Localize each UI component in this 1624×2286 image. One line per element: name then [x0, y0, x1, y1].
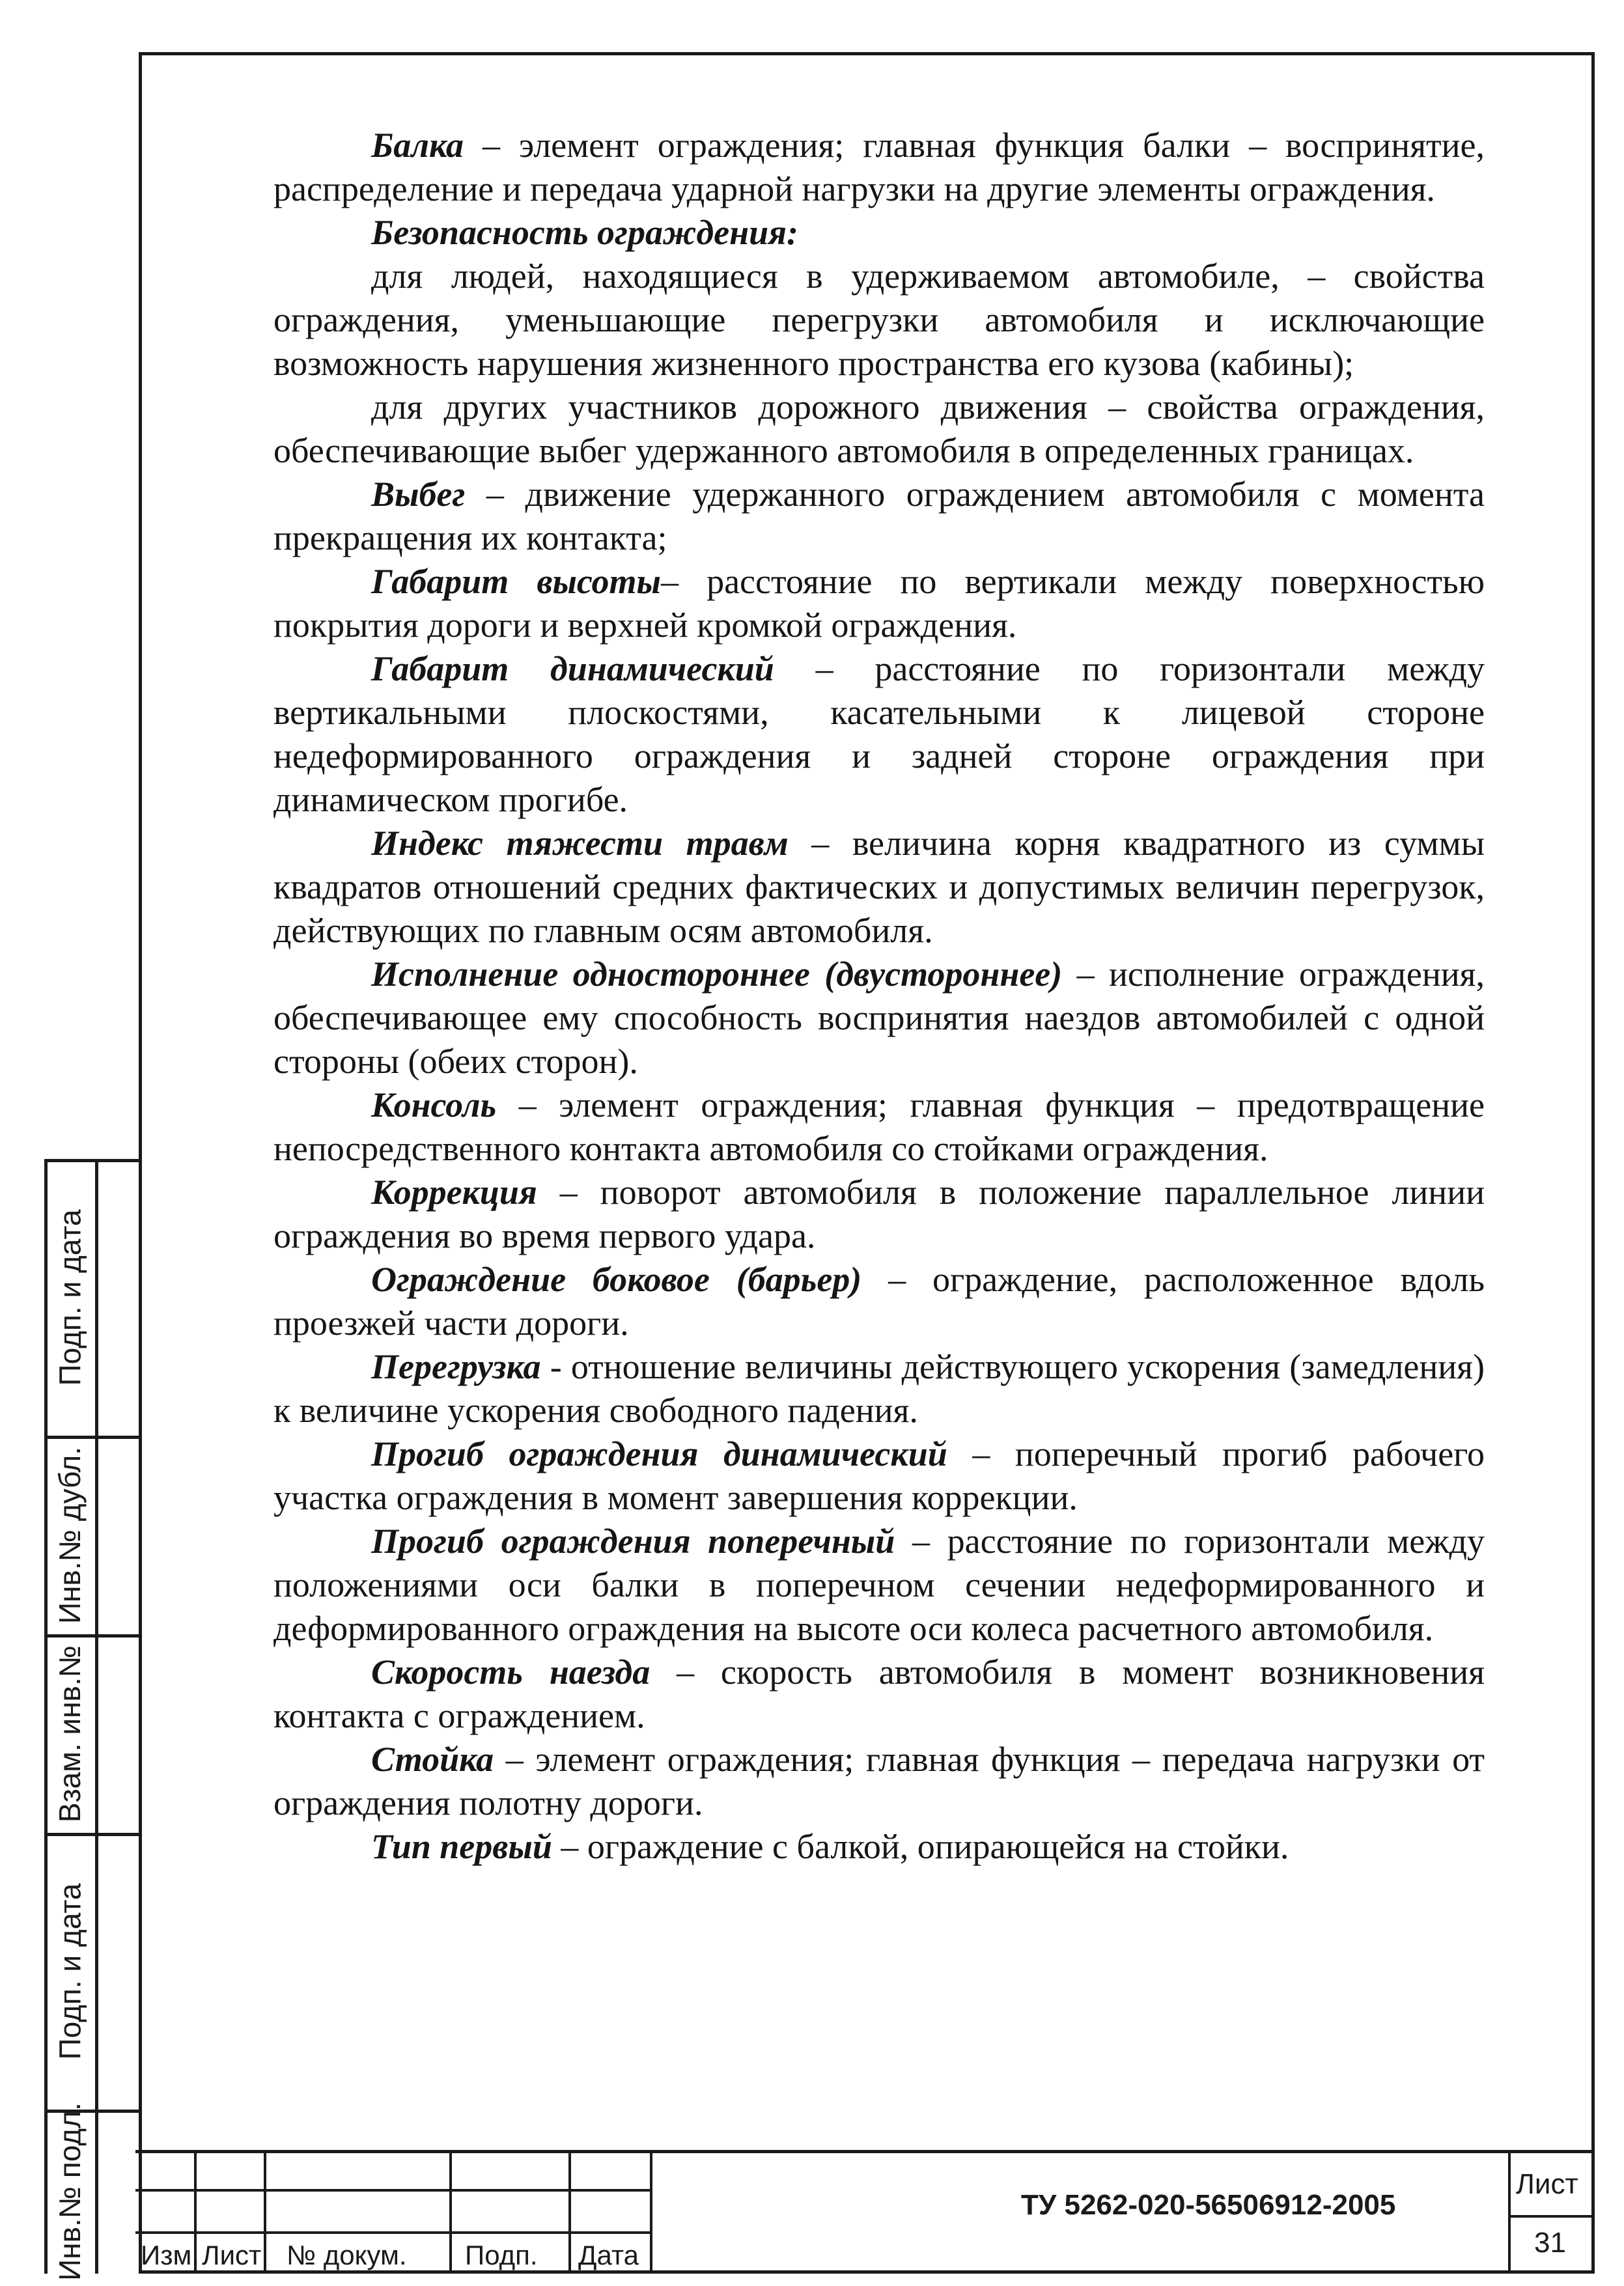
definition-text: – поворот автомобиля в положение параллельное линии ограждения во время первого удара. — [273, 1173, 1485, 1255]
side-cell-inv-orig — [44, 2102, 95, 2281]
definition-term: Безопасность ограждения: — [371, 213, 798, 252]
definition-term: Консоль — [371, 1085, 497, 1124]
definition-text: – величина корня квадратного из суммы квадратов отношений средних фактических и допустимых величин перегрузок, действующих по главным осям автомобиля. — [273, 824, 1485, 950]
definition-text: для людей, находящиеся в удерживаемом автомобиле, – свойства ограждения, уменьшающие перегрузки автомобиля и исключающие возможность нарушения жизненного пространства его кузова (кабины); — [273, 257, 1485, 383]
definition-text: – элемент ограждения; главная функция балки – воспринятие, распределение и передача ударной нагрузки на другие элементы ограждения. — [273, 126, 1485, 208]
definition-text: – элемент ограждения; главная функция – предотвращение непосредственного контакта автомобиля со стойками ограждения. — [273, 1085, 1485, 1168]
definition-text: – расстояние по вертикали между поверхностью покрытия дороги и верхней кромкой ограждения. — [273, 562, 1485, 645]
tb-line-col — [264, 2150, 266, 2274]
definition-text: – исполнение ограждения, обеспечивающее ему способность воспринятия наездов автомобилей с одной стороны (обеих сторон). — [273, 955, 1485, 1081]
tb-line-col — [449, 2150, 452, 2274]
definition-term: Исполнение одностороннее (двустороннее) — [371, 955, 1063, 994]
side-cell-inv-dup — [44, 1436, 95, 1634]
definition-paragraph — [273, 255, 1485, 385]
definition-term: Балка — [371, 126, 464, 165]
definition-text: – скорость автомобиля в момент возникновения контакта с ограждением. — [273, 1652, 1485, 1735]
definition-text: – ограждение с балкой, опирающейся на стойки. — [552, 1827, 1289, 1866]
definition-term: Скорость наезда — [371, 1652, 651, 1692]
definition-text: – поперечный прогиб рабочего участка ограждения в момент завершения коррекции. — [273, 1434, 1485, 1517]
definition-term: Индекс тяжести травм — [371, 824, 789, 863]
definition-text: – расстояние по горизонтали между вертикальными плоскостями, касательными к лицевой стороне недеформированного ограждения и задней стороне ограждения при динамическом прогибе. — [273, 649, 1485, 819]
definition-paragraph — [273, 124, 1485, 211]
tb-line-top — [135, 2150, 1595, 2153]
definition-term: Прогиб ограждения динамический — [371, 1434, 947, 1473]
definition-term: Габарит динамический — [371, 649, 774, 688]
definition-paragraph — [273, 1345, 1485, 1432]
side-cell-sign-date-top — [44, 1159, 95, 1436]
side-label-sign-date-bottom: Подп. и дата — [53, 1883, 87, 2059]
definition-paragraph — [273, 1432, 1485, 1520]
tb-label-sign: Подп. — [465, 2240, 538, 2270]
tb-line-col — [650, 2150, 652, 2274]
title-block — [135, 2150, 1595, 2274]
definition-term: Габарит высоты — [371, 562, 662, 601]
side-label-inv-orig: Инв.№ подл. — [53, 2102, 87, 2281]
definition-paragraph — [273, 953, 1485, 1083]
side-cell-vzam-inv — [44, 1634, 95, 1833]
tb-sheet-label: Лист — [1516, 2168, 1578, 2200]
definition-text: – движение удержанного ограждением автомобиля с момента прекращения их контакта; — [273, 475, 1485, 557]
definition-paragraph — [273, 647, 1485, 822]
side-label-vzam-inv: Взам. инв.№ — [53, 1645, 87, 1822]
definition-text: для других участников дорожного движения – свойства ограждения, обеспечивающие выбег удержанного автомобиля в определенных границах. — [273, 387, 1485, 470]
tb-label-doc: № докум. — [287, 2240, 407, 2270]
definition-term: Коррекция — [371, 1173, 537, 1212]
binding-strip — [0, 1159, 139, 2281]
tb-line-col — [1508, 2150, 1511, 2274]
definition-paragraph — [273, 560, 1485, 647]
definition-paragraph — [273, 1651, 1485, 1738]
definition-term: Тип первый — [371, 1827, 552, 1866]
definition-paragraph — [273, 822, 1485, 953]
definition-paragraph — [273, 1258, 1485, 1345]
tb-line-row1 — [135, 2189, 651, 2192]
definition-text: – расстояние по горизонтали между положениями оси балки в поперечном сечении недеформированного и деформированного ограждения на высоте оси колеса расчетного автомобиля. — [273, 1522, 1485, 1648]
definition-term: Прогиб ограждения поперечный — [371, 1522, 895, 1561]
definition-paragraph — [273, 1738, 1485, 1825]
definition-paragraph — [273, 1520, 1485, 1651]
side-label-sign-date-top: Подп. и дата — [53, 1209, 87, 1386]
definition-paragraph — [273, 1083, 1485, 1171]
document-body — [273, 124, 1485, 1869]
definition-paragraph — [273, 385, 1485, 473]
tb-label-izm: Изм. — [141, 2240, 199, 2270]
definition-paragraph — [273, 211, 1485, 255]
tb-label-list: Лист — [202, 2240, 262, 2270]
definition-term: Выбег — [371, 475, 466, 514]
tb-label-date: Дата — [578, 2240, 639, 2270]
tb-line-col — [568, 2150, 571, 2274]
strip-line-inner — [95, 1159, 98, 2274]
tb-line-sheet — [1508, 2215, 1595, 2218]
tb-line-row2 — [135, 2231, 651, 2234]
side-label-inv-dup: Инв.№ дубл. — [53, 1446, 87, 1624]
definition-text: - отношение величины действующего ускорения (замедления) к величине ускорения свободного падения. — [273, 1347, 1485, 1430]
tb-sheet-number: 31 — [1534, 2227, 1566, 2259]
definition-text: – элемент ограждения; главная функция – передача нагрузки от ограждения полотну дороги. — [273, 1740, 1485, 1822]
definition-paragraph — [273, 1171, 1485, 1258]
side-cell-sign-date-bottom — [44, 1833, 95, 2110]
definition-term: Ограждение боковое (барьер) — [371, 1260, 862, 1299]
document-code: ТУ 5262-020-56506912-2005 — [1021, 2189, 1396, 2221]
definition-term: Перегрузка — [371, 1347, 541, 1386]
definition-term: Стойка — [371, 1740, 494, 1779]
definition-paragraph — [273, 1825, 1485, 1869]
definition-paragraph — [273, 473, 1485, 560]
definition-text: – ограждение, расположенное вдоль проезжей части дороги. — [273, 1260, 1485, 1343]
